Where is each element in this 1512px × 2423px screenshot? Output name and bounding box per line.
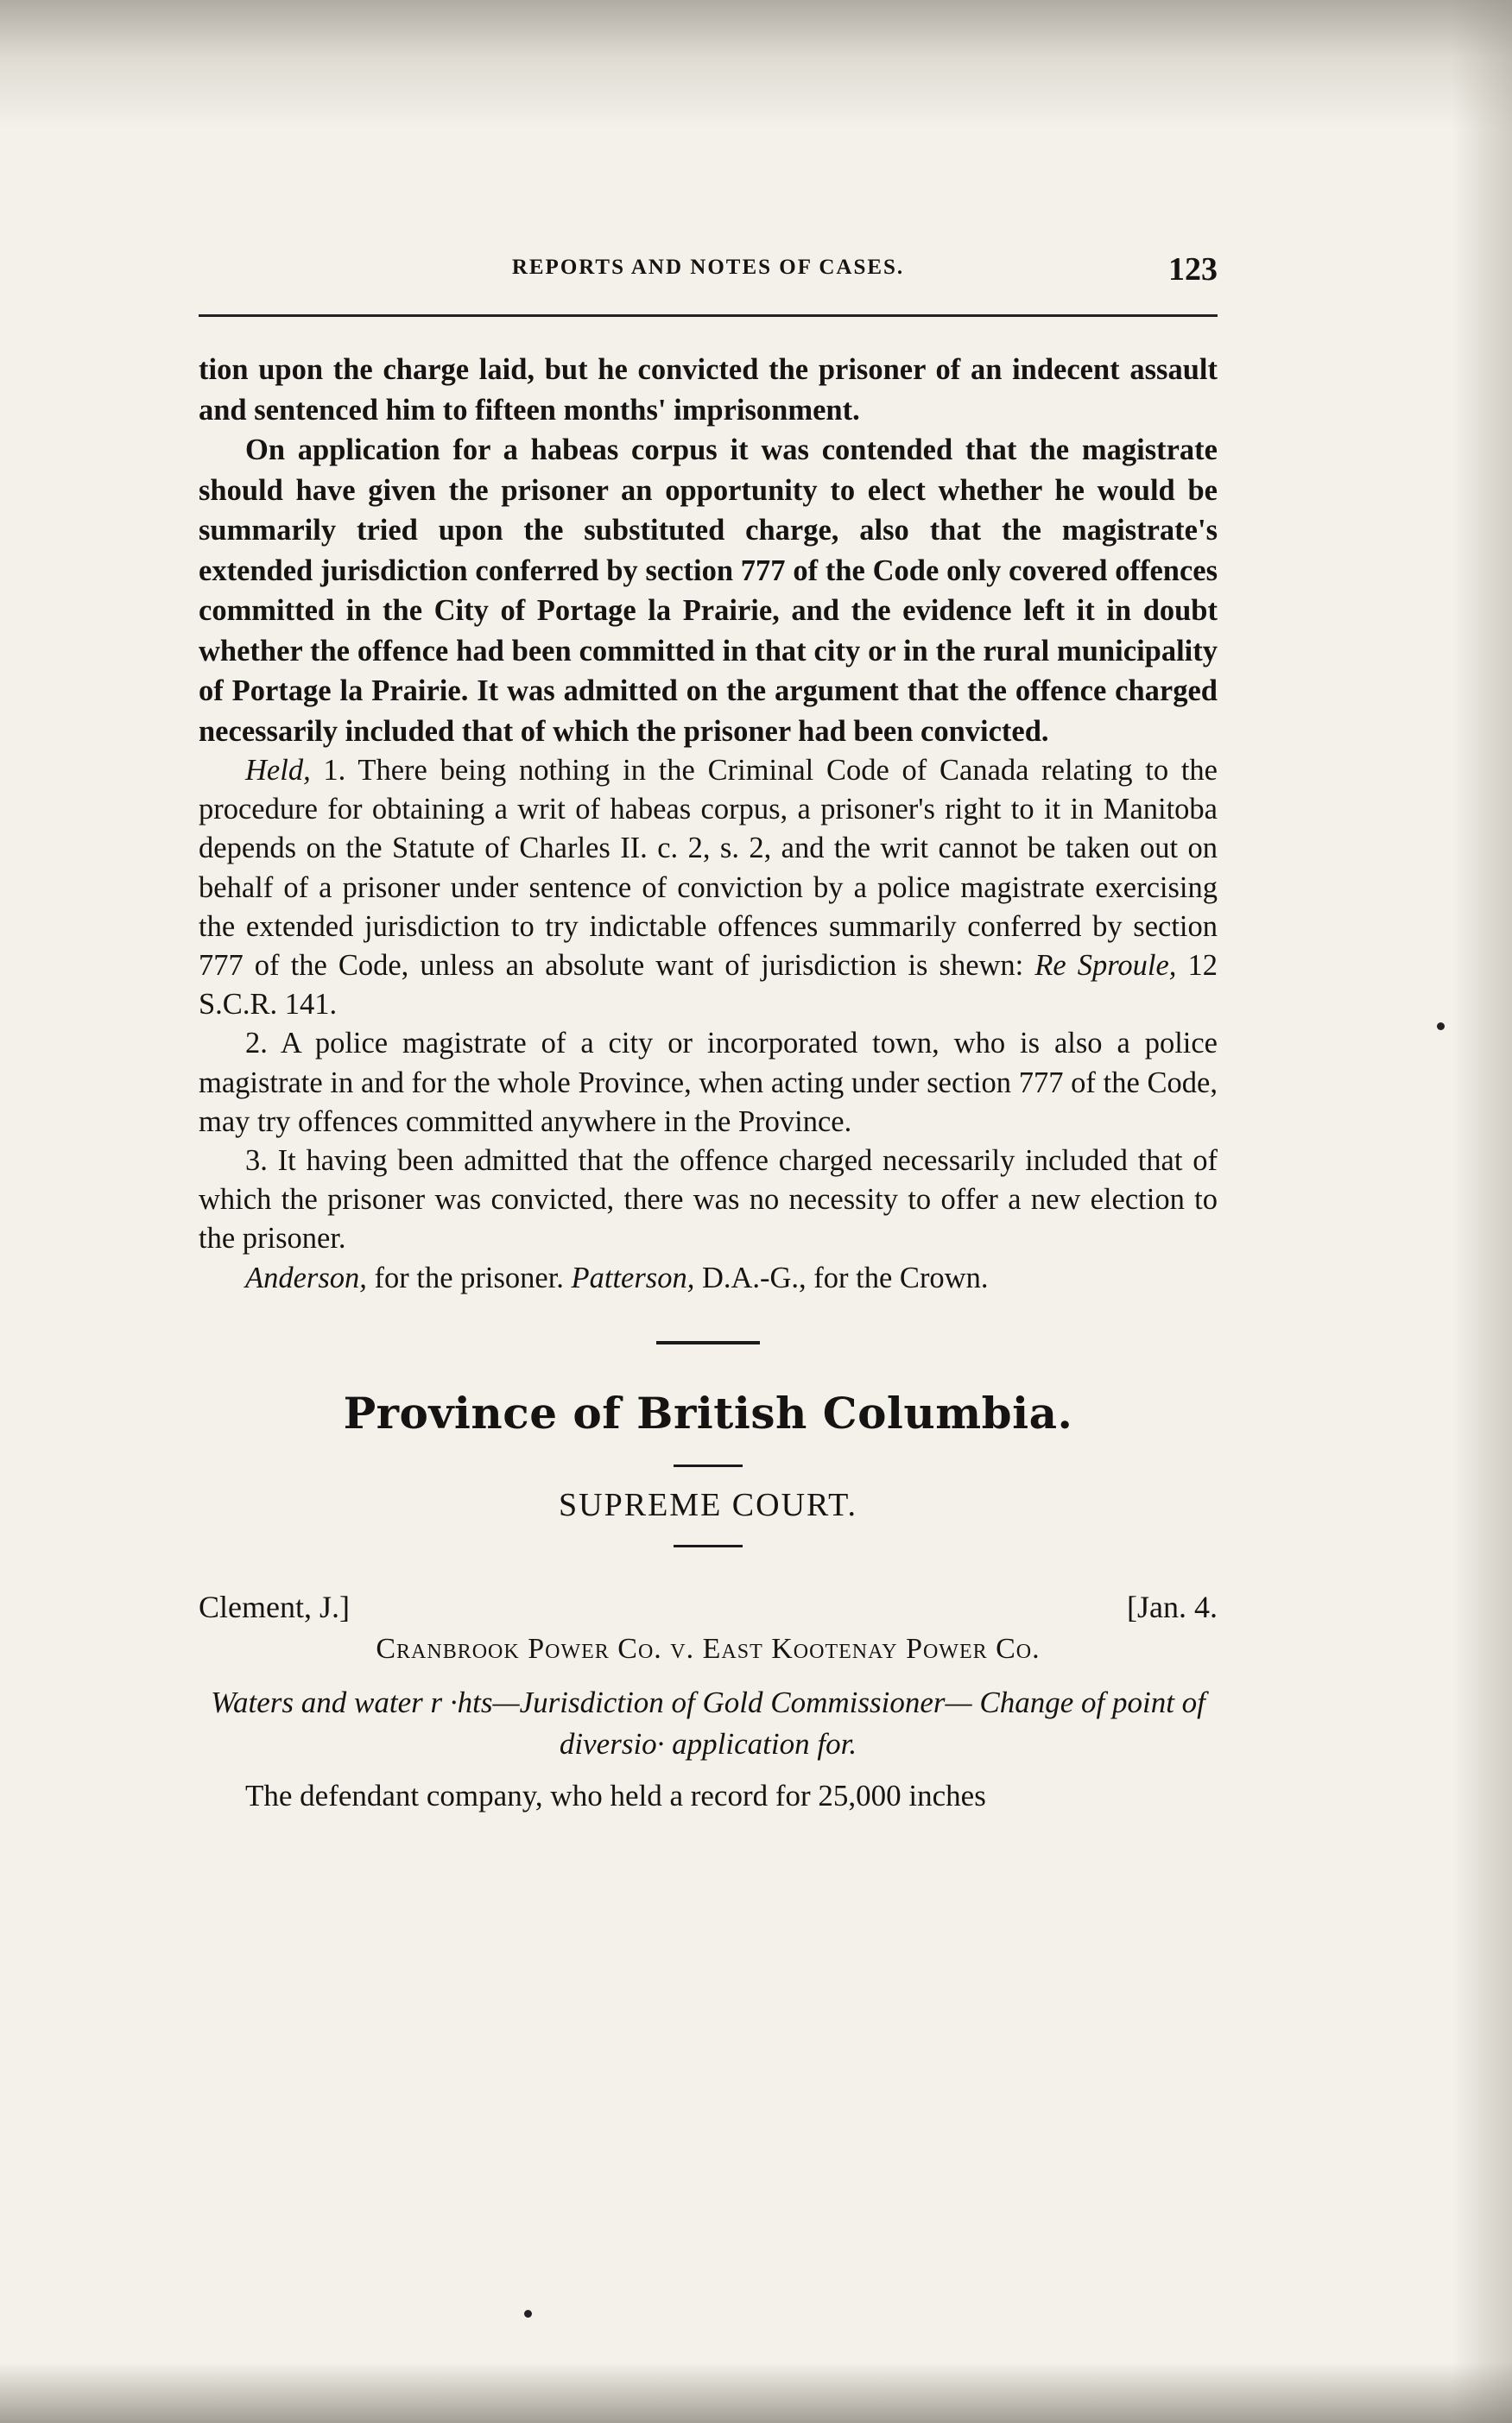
plain-text-block [199, 751, 1218, 1298]
paragraph-holding-3: 3. It having been admitted that the offence charged necessarily included that of which the prisoner was convicted, there was no necessity to offer a new election to the prisoner. [199, 1144, 1218, 1256]
text-column [199, 350, 1218, 1819]
page-number: 123 [1168, 251, 1218, 288]
scan-shadow-bottom [0, 2363, 1512, 2423]
judge-name: Clement, J.] [199, 1589, 350, 1624]
court-heading: SUPREME COURT. [559, 1486, 857, 1523]
judge-date-line [199, 1585, 1218, 1629]
section-divider-rule [656, 1341, 760, 1344]
paragraph-held [199, 751, 1218, 1024]
running-title: REPORTS AND NOTES OF CASES. [511, 256, 905, 279]
paragraph-holding-2: 2. A police magistrate of a city or incorporated town, who is also a police magistrate in and for the whole Province, when acting under section 777 of the Code, may try offences committed anywhere in the Province. [199, 1027, 1218, 1138]
held-citation-end: 12 S.C.R. 141. [199, 949, 1218, 1022]
scan-speck [524, 2310, 532, 2318]
case-opening-text: The defendant company, who held a record for 25,000 inches [245, 1778, 986, 1813]
scan-speck [1437, 1022, 1445, 1030]
decision-date: [Jan. 4. [1127, 1589, 1218, 1624]
prisoner-counsel-text: for the prisoner. [366, 1261, 572, 1294]
paragraph-counsel [199, 1259, 1218, 1298]
header-rule [199, 314, 1218, 317]
crown-counsel-name: Patterson, [571, 1261, 695, 1294]
crown-counsel-text: D.A.-G., for the Crown. [694, 1261, 989, 1294]
case-caption: Cranbrook Power Co. v. East Kootenay Power Co. [376, 1632, 1041, 1665]
case-citation: Re Sproule, [1034, 949, 1177, 983]
case-headnote: Waters and water r ·hts—Jurisdiction of Gold Commissioner— Change of point of diversio· application for. [211, 1685, 1205, 1761]
held-label: Held, [245, 754, 311, 787]
bold-text-block [199, 350, 1218, 751]
prisoner-counsel-name: Anderson, [245, 1261, 367, 1294]
court-divider-rule-top [674, 1465, 743, 1467]
held-text: 1. There being nothing in the Criminal Code of Canada relating to the procedure for obtaining a writ of habeas corpus, a prisoner's right to it in Manitoba depends on the Statute of Charles II. c. 2, s. 2, and the writ cannot be taken out on behalf of a prisoner under sentence of conviction by a police magistrate exercising the extended jurisdiction to try indictable offences summarily conferred by section 777 of the Code, unless an absolute want of jurisdiction is shewn: [199, 754, 1218, 983]
scan-shadow-right [1452, 0, 1512, 2423]
court-divider-rule-bottom [674, 1545, 743, 1547]
province-heading: Province of British Columbia. [343, 1387, 1073, 1439]
scan-shadow-top [0, 0, 1512, 130]
paragraph-application: On application for a habeas corpus it was contended that the magistrate should have given the prisoner an opportunity to elect whether he would be summarily tried upon the substituted charge, also that the magistrate's extended jurisdiction conferred by section 777 of the Code only covered offences committed in the City of Portage la Prairie, and the evidence left it in doubt whether the offence had been committed in that city or in the rural municipality of Portage la Prairie. It was admitted on the argument that the offence charged necessarily included that of which the prisoner had been convicted. [199, 433, 1218, 748]
paragraph-continuation: tion upon the charge laid, but he convicted the prisoner of an indecent assault and sentenced him to fifteen months' imprisonment. [199, 353, 1218, 427]
running-head [199, 250, 1218, 302]
